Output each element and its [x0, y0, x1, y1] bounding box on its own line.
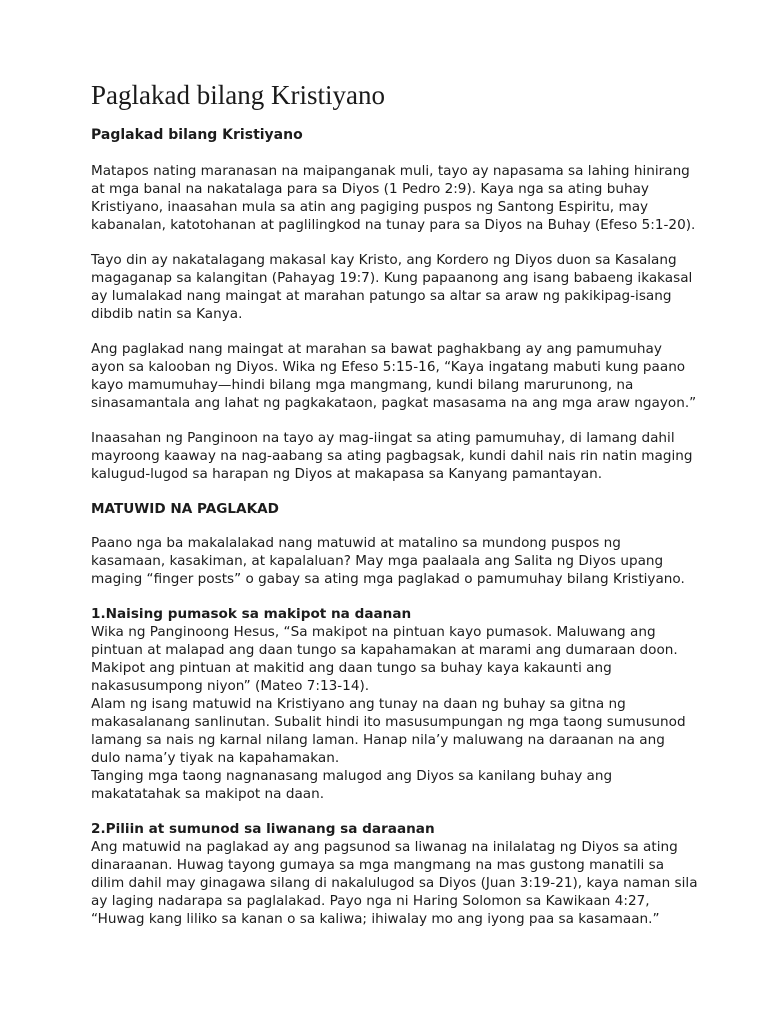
paragraph-line: Inaasahan ng Panginoon na tayo ay mag-iingat sa ating pamumuhay, di lamang dahil	[91, 430, 675, 446]
paragraph-line: sinasamantala ang lahat ng pagkakataon, pagkat masasama na ang mga araw ngayon.”	[91, 395, 697, 411]
paragraph-line: kalugud-lugod sa harapan ng Diyos at makapasa sa Kanyang pamantayan.	[91, 466, 603, 482]
paragraph-line: ayon sa kalooban ng Diyos. Wika ng Efeso 5:15-16, “Kaya ingatang mabuti kung paano	[91, 359, 686, 375]
section-line: ay laging nadarapa sa paglalakad. Payo nga ni Haring Solomon sa Kawikaan 4:27,	[91, 893, 650, 909]
section-1	[91, 605, 768, 803]
section-line: makasalanang sanlinutan. Subalit hindi ito masusumpungan ng mga taong sumusunod	[91, 714, 686, 730]
paragraph-line: ay lumalakad nang maingat at marahan patungo sa altar sa araw ng pakikipag-isang	[91, 288, 672, 304]
paragraph-line: Ang paglakad nang maingat at marahan sa bawat paghakbang ay ang pamumuhay	[91, 341, 662, 357]
section-2	[91, 820, 768, 928]
section-line: dinaraanan. Huwag tayong gumaya sa mga mangmang na mas gustong manatili sa	[91, 857, 665, 873]
paragraph-line: magaganap sa kalangitan (Pahayag 19:7). Kung papaanong ang isang babaeng ikakasal	[91, 270, 693, 286]
section-line: Ang matuwid na paglakad ay ang pagsunod sa liwanag na inilalatag ng Diyos sa ating	[91, 839, 678, 855]
paragraph-3	[91, 340, 697, 412]
paragraph-line: at mga banal na nakatalaga para sa Diyos (1 Pedro 2:9). Kaya nga sa ating buhay	[91, 181, 649, 197]
section-line: dulo nama’y tiyak na kapahamakan.	[91, 750, 340, 766]
paragraph-line: Tayo din ay nakatalagang makasal kay Kristo, ang Kordero ng Diyos duon sa Kasalang	[91, 252, 677, 268]
section-2-heading: 2.Piliin at sumunod sa liwanang sa daraanan	[91, 821, 435, 837]
paragraph-line: dibdib natin sa Kanya.	[91, 306, 243, 322]
paragraph-1	[91, 162, 696, 234]
section-line: nakasusumpong niyon” (Mateo 7:13-14).	[91, 678, 370, 694]
paragraph-line: kayo mamumuhay—hindi bilang mga mangmang, kundi bilang marurunong, na	[91, 377, 634, 393]
section-line: makatatahak sa makipot na daan.	[91, 786, 325, 802]
section-heading: MATUWID NA PAGLAKAD	[91, 501, 279, 517]
paragraph-2	[91, 251, 691, 323]
section-line: Tanging mga taong nagnanasang malugod ang Diyos sa kanilang buhay ang	[91, 768, 613, 784]
section-line: Wika ng Panginoong Hesus, “Sa makipot na pintuan kayo pumasok. Maluwang ang	[91, 624, 656, 640]
section-line: pintuan at malapad ang daan tungo sa kapahamakan at marami ang dumaraan doon.	[91, 642, 678, 658]
section-line: Alam ng isang matuwid na Kristiyano ang tunay na daan ng buhay sa gitna ng	[91, 696, 626, 712]
paragraph-line: Matapos nating maranasan na maipanganak muli, tayo ay napasama sa lahing hinirang	[91, 163, 690, 179]
document-title: Paglakad bilang Kristiyano	[91, 80, 385, 110]
section-line: dilim dahil may ginagawa silang di nakalulugod sa Diyos (Juan 3:19-21), kaya naman sila	[91, 875, 698, 891]
paragraph-line: kasamaan, kasakiman, at kapalaluan? May mga paalaala ang Salita ng Diyos upang	[91, 553, 664, 569]
paragraph-line: mayroong kaaway na nag-aabang sa ating pagbagsak, kundi dahil nais rin natin maging	[91, 448, 693, 464]
paragraph-line: Kristiyano, inaasahan mula sa atin ang pagiging puspos ng Santong Espiritu, may	[91, 199, 649, 215]
section-line: “Huwag kang liliko sa kanan o sa kaliwa; ihiwalay mo ang iyong paa sa kasamaan.”	[91, 911, 660, 927]
section-1-heading: 1.Naising pumasok sa makipot na daanan	[91, 606, 412, 622]
paragraph-line: Paano nga ba makalalakad nang matuwid at matalino sa mundong puspos ng	[91, 535, 621, 551]
section-line: lamang sa nais ng karnal nilang laman. Hanap nila’y maluwang na daraanan na ang	[91, 732, 665, 748]
paragraph-line: maging “finger posts” o gabay sa ating mga paglakad o pamumuhay bilang Kristiyano.	[91, 571, 685, 587]
paragraph-4	[91, 429, 691, 483]
paragraph-line: kabanalan, katotohanan at paglilingkod na tunay para sa Diyos na Buhay (Efeso 5:1-20).	[91, 217, 696, 233]
section-line: Makipot ang pintuan at makitid ang daan tungo sa buhay kaya kakaunti ang	[91, 660, 612, 676]
document-subtitle: Paglakad bilang Kristiyano	[91, 127, 303, 143]
paragraph-5	[91, 534, 691, 588]
